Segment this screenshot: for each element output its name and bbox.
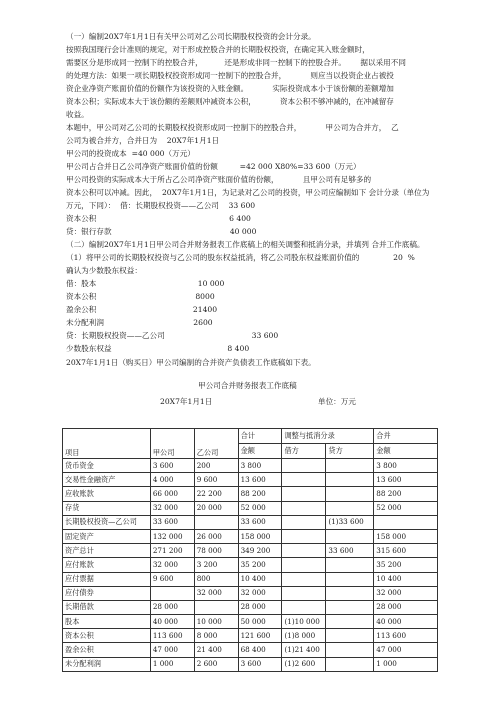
table-cell: (1)33 600 xyxy=(326,515,374,529)
table-cell: 9 600 xyxy=(150,572,194,586)
table-cell: 28 000 xyxy=(238,600,282,614)
table-cell xyxy=(282,529,326,543)
table-cell: 68 400 xyxy=(238,643,282,657)
table-cell: 47 000 xyxy=(374,643,438,657)
table-cell xyxy=(282,459,326,473)
text-line: 需要区分是形成同一控制下的控股合并， 还是形成非同一控制下的控股合并。 据以采用不同 xyxy=(66,58,406,67)
table-cell: 158 000 xyxy=(238,529,282,543)
table-row xyxy=(63,501,438,515)
table-cell: 52 000 xyxy=(238,501,282,515)
table-cell: 股本 xyxy=(63,615,151,629)
table-cell xyxy=(326,487,374,501)
table-cell: 3 200 xyxy=(194,558,238,572)
table-cell: 资本公积 xyxy=(63,629,151,643)
table-cell: 10 000 xyxy=(194,615,238,629)
table-cell: 50 000 xyxy=(238,615,282,629)
table-cell: 盈余公积 xyxy=(63,643,151,657)
table-cell: (1)8 000 xyxy=(282,629,326,643)
table-cell: 26 000 xyxy=(194,529,238,543)
table-cell xyxy=(282,544,326,558)
table-cell xyxy=(326,529,374,543)
table-cell: 33 600 xyxy=(150,515,194,529)
table-row xyxy=(63,643,438,657)
table-row xyxy=(63,473,438,487)
text-line: （一）编制20X7年1月1日有关甲公司对乙公司长期股权投资的会计分录。 xyxy=(66,32,316,41)
table-cell: (1)21 400 xyxy=(282,643,326,657)
text-line: 未分配利润 2600 xyxy=(66,318,213,327)
sheet-title: 甲公司合并财务报表工作底稿 xyxy=(198,381,297,390)
table-cell: 113 600 xyxy=(150,629,194,643)
table-cell: 1 000 xyxy=(150,657,194,671)
table-cell: 66 000 xyxy=(150,487,194,501)
table-cell: 3 600 xyxy=(238,657,282,671)
table-cell xyxy=(326,572,374,586)
table-row xyxy=(63,600,438,614)
text-line: 20X7年1月1日（购买日）甲公司编制的合并资产负债表工作底稿如下表。 xyxy=(66,358,316,367)
header-total-top: 合计 xyxy=(238,429,282,444)
table-cell: 资产总计 xyxy=(63,544,151,558)
table-cell: 21 400 xyxy=(194,643,238,657)
text-line: 资本公积 6 400 xyxy=(66,214,251,223)
table-cell: 22 200 xyxy=(194,487,238,501)
table-cell xyxy=(326,643,374,657)
text-line: （二）编制20X7年1月1日甲公司合并财务报表工作底稿上的相关调整和抵消分录，并填列 合并工作底稿。 xyxy=(66,240,425,249)
table-cell: 32 000 xyxy=(374,586,438,600)
table-cell: 88 200 xyxy=(238,487,282,501)
table-cell: 1 000 xyxy=(374,657,438,671)
table-cell xyxy=(326,459,374,473)
table-cell xyxy=(326,558,374,572)
table-cell: 40 000 xyxy=(374,615,438,629)
table-cell: 13 600 xyxy=(238,473,282,487)
table-cell xyxy=(282,473,326,487)
table-cell: 33 600 xyxy=(238,515,282,529)
table-row xyxy=(63,615,438,629)
text-line: 贷：银行存款 40 000 xyxy=(66,227,257,236)
table-cell xyxy=(282,487,326,501)
table-cell: 10 400 xyxy=(238,572,282,586)
table-cell: 货币资金 xyxy=(63,459,151,473)
table-cell: 长期借款 xyxy=(63,600,151,614)
table-cell: 20 000 xyxy=(194,501,238,515)
table-cell xyxy=(282,515,326,529)
table-cell xyxy=(282,600,326,614)
table-cell xyxy=(150,586,194,600)
table-cell: 32 000 xyxy=(194,586,238,600)
table-row xyxy=(63,586,438,600)
header-credit: 贷方 xyxy=(326,444,374,459)
table-cell: 9 600 xyxy=(194,473,238,487)
header-cons-top: 合并 xyxy=(374,429,438,444)
table-cell xyxy=(326,473,374,487)
table-cell: 交易性金融资产 xyxy=(63,473,151,487)
header-total-bottom: 金额 xyxy=(238,444,282,459)
table-cell: (1)2 600 xyxy=(282,657,326,671)
table-cell: 158 000 xyxy=(374,529,438,543)
text-line: 甲公司的投资成本 =40 000（万元） xyxy=(66,149,195,158)
table-cell xyxy=(282,572,326,586)
text-line: 资本公积；实际成本大于该份额的差额则冲减资本公积， 资本公积不够冲减的，在冲减留存 xyxy=(66,97,394,106)
table-cell xyxy=(374,515,438,529)
table-row xyxy=(63,544,438,558)
table-cell xyxy=(326,586,374,600)
table-cell: 800 xyxy=(194,572,238,586)
table-cell xyxy=(326,629,374,643)
header-item: 项目 xyxy=(63,429,151,459)
table-cell: 3 600 xyxy=(150,459,194,473)
table-cell: 32 000 xyxy=(238,586,282,600)
table-cell: 2 600 xyxy=(194,657,238,671)
table-row xyxy=(63,558,438,572)
table-cell: 4 000 xyxy=(150,473,194,487)
table-row xyxy=(63,487,438,501)
table-cell xyxy=(326,615,374,629)
table-cell: 113 600 xyxy=(374,629,438,643)
table-cell: 315 600 xyxy=(374,544,438,558)
sheet-date: 20X7年1月1日 xyxy=(160,397,213,406)
table-cell: 固定资产 xyxy=(63,529,151,543)
table-cell: 应付票据 xyxy=(63,572,151,586)
table-cell xyxy=(326,501,374,515)
table-cell: 88 200 xyxy=(374,487,438,501)
header-cons-bottom: 金额 xyxy=(374,444,438,459)
table-cell: 35 200 xyxy=(374,558,438,572)
text-line: 甲公司占合并日乙公司净资产账面价值的份额 =42 000 X80%=33 600（万元） xyxy=(66,162,361,171)
table-cell: 应付账款 xyxy=(63,558,151,572)
table-cell: 应付债券 xyxy=(63,586,151,600)
text-line: 本题中，甲公司对乙公司的长期股权投资形成同一控制下的控股合并， 甲公司为合并方， 乙 xyxy=(66,123,399,132)
table-cell: 8 000 xyxy=(194,629,238,643)
table-cell: 3 800 xyxy=(238,459,282,473)
table-cell: 28 000 xyxy=(374,600,438,614)
text-line: （1）将甲公司的长期股权投资与乙公司的股东权益抵消，将乙公司股东权益账面价值的 20 % xyxy=(66,253,415,262)
table-cell: 存货 xyxy=(63,501,151,515)
worksheet-table xyxy=(62,428,438,672)
table-cell: 长期股权投资—乙公司 xyxy=(63,515,151,529)
table-cell xyxy=(282,501,326,515)
text-line: 按照我国现行会计准则的规定，对于形成控股合并的长期股权投资，在确定其入账金额时， xyxy=(66,45,370,54)
table-cell: 32 000 xyxy=(150,501,194,515)
table-cell xyxy=(326,600,374,614)
text-line: 资企业净资产账面价值的份额作为该投资的入账金额。 实际投资成本小于该份额的差额增加 xyxy=(66,84,394,93)
table-cell xyxy=(194,600,238,614)
text-line: 甲公司投资的实际成本大于所占乙公司净资产账面价值的份额， 且甲公司有足够多的 xyxy=(66,175,372,184)
table-cell: 35 200 xyxy=(238,558,282,572)
text-line: 盈余公积 21400 xyxy=(66,305,218,314)
table-cell: (1)10 000 xyxy=(282,615,326,629)
table-cell: 32 000 xyxy=(150,558,194,572)
text-line: 借：股本 10 000 xyxy=(66,279,225,288)
header-debit: 借方 xyxy=(282,444,326,459)
table-cell: 10 400 xyxy=(374,572,438,586)
header-adjust: 调整与抵消分录 xyxy=(282,429,374,444)
text-line: 少数股东权益 8 400 xyxy=(66,344,250,353)
table-cell: 33 600 xyxy=(326,544,374,558)
header-yi: 乙公司 xyxy=(194,429,238,459)
table-cell: 应收账款 xyxy=(63,487,151,501)
table-cell: 132 000 xyxy=(150,529,194,543)
table-cell xyxy=(194,515,238,529)
table-header-row xyxy=(63,429,438,444)
sheet-unit: 单位：万元 xyxy=(318,397,356,406)
table-cell: 28 000 xyxy=(150,600,194,614)
table-cell: 3 800 xyxy=(374,459,438,473)
text-line: 贷：长期股权投资——乙公司 33 600 xyxy=(66,331,279,340)
table-cell xyxy=(326,657,374,671)
table-cell: 78 000 xyxy=(194,544,238,558)
table-cell xyxy=(282,586,326,600)
table-cell: 40 000 xyxy=(150,615,194,629)
text-line: 公司为被合并方，合并日为 20X7年1月1日 xyxy=(66,136,220,145)
table-cell: 200 xyxy=(194,459,238,473)
text-line: 确认为少数股东权益： xyxy=(66,266,142,275)
table-cell: 未分配利润 xyxy=(63,657,151,671)
text-line: 收益。 xyxy=(66,110,89,119)
table-cell: 349 200 xyxy=(238,544,282,558)
text-line: 万元，下同）： 借：长期股权投资——乙公司 33 600 xyxy=(66,201,256,210)
table-cell xyxy=(282,558,326,572)
table-body xyxy=(63,459,438,672)
table-cell: 13 600 xyxy=(374,473,438,487)
table-cell: 121 600 xyxy=(238,629,282,643)
table-cell: 271 200 xyxy=(150,544,194,558)
table-row xyxy=(63,529,438,543)
table-row xyxy=(63,515,438,529)
table-row xyxy=(63,459,438,473)
table-cell: 52 000 xyxy=(374,501,438,515)
text-line: 的处理方法：如果一项长期股权投资形成同一控制下的控股合并， 则应当以投资企业占被投 xyxy=(66,71,394,80)
table-row xyxy=(63,657,438,671)
header-jia: 甲公司 xyxy=(150,429,194,459)
table-cell: 47 000 xyxy=(150,643,194,657)
table-row xyxy=(63,572,438,586)
text-line: 资本公积可以冲减。因此， 20X7年1月1日，为记录对乙公司的投资，甲公司应编制如下 会计分录（单位为 xyxy=(66,188,430,197)
text-line: 资本公积 8000 xyxy=(66,292,215,301)
table-row xyxy=(63,629,438,643)
